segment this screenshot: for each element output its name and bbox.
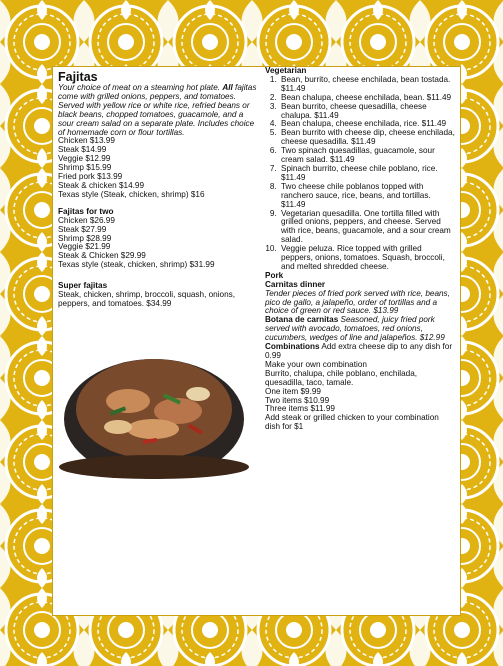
fajitas-for-two-heading: Fajitas for two	[58, 206, 114, 216]
list-item: Texas style (steak, chicken, shrimp) $31.99	[58, 260, 215, 270]
combination-line: Three items $11.99	[265, 404, 335, 414]
list-item: 1. Bean, burrito, cheese enchilada, bean tostada. $11.49	[279, 76, 455, 94]
right-column	[265, 67, 455, 432]
vegetarian-heading: Vegetarian	[265, 66, 307, 75]
list-item: Texas style (Steak, chicken, shrimp) $16	[58, 189, 205, 199]
list-item: Steak & chicken $14.99	[58, 180, 145, 190]
list-item: 9. Vegetarian quesadilla. One tortilla filled with grilled onions, peppers, and cheese. Served with rice, beans, guacamole, and a sour cream salad.	[279, 210, 455, 246]
combination-line: One item $9.99	[265, 386, 321, 396]
list-item: Shrimp $28.99	[58, 233, 112, 243]
carnitas-text: Tender pieces of fried pork served with rice, beans, pico de gallo, a jalapeño, order of tortillas and a choice of green or red sauce. $13.99	[265, 288, 450, 316]
combination-line: Make your own combination	[265, 359, 367, 369]
fajitas-title: Fajitas	[58, 70, 98, 84]
list-item: Veggie $12.99	[58, 154, 111, 164]
vegetarian-list	[265, 76, 455, 272]
menu-panel	[53, 67, 460, 615]
botana-entry	[265, 316, 455, 343]
list-item: Veggie $21.99	[58, 242, 111, 252]
fajitas-intro: Your choice of meat on a steaming hot plate. All fajitas come with grilled onions, peppers, and tomatoes. Served with yellow rice or white rice, refried beans or black beans, chopped tomatoes, guacamole, and a sour cream salad on a separate plate. Includes choice of homemade corn or flour tortillas.	[58, 83, 257, 137]
combination-line: Burrito, chalupa, chile poblano, enchilada, quesadilla, taco, tamale.	[265, 368, 418, 387]
left-column	[58, 67, 258, 309]
botana-heading: Botana de carnitas	[265, 315, 339, 325]
combination-line: Two items $10.99	[265, 395, 330, 405]
list-item: 6. Two spinach quesadillas, guacamole, sour cream salad. $11.49	[279, 147, 455, 165]
list-item: 7. Spinach burrito, cheese chile poblano, rice. $11.49	[279, 165, 455, 183]
list-item: Steak & Chicken $29.99	[58, 251, 146, 261]
list-item: Chicken $26.99	[58, 215, 115, 225]
fajitas-item-list	[58, 137, 258, 199]
combinations-entry	[265, 343, 455, 361]
list-item: Shrimp $15.99	[58, 163, 112, 173]
super-fajitas-heading: Super fajitas	[58, 281, 108, 291]
list-item: 10. Veggie peluza. Rice topped with grilled peppers, onions, tomatoes. Squash, broccoli, and melted shredded cheese.	[279, 245, 455, 272]
fajitas-photo-image	[58, 339, 251, 486]
list-item: 5. Bean burrito with cheese dip, cheese enchilada, cheese quesadilla. $11.49	[279, 129, 455, 147]
list-item: 2. Bean chalupa, cheese enchilada, bean. $11.49	[279, 94, 455, 103]
combinations-text: Add extra cheese dip to any dish for 0.99	[265, 342, 453, 360]
list-item: 4. Bean chalupa, cheese enchilada, rice. $11.49	[279, 120, 455, 129]
fajitas-photo	[58, 339, 251, 486]
carnitas-heading: Carnitas dinner	[265, 279, 326, 289]
combination-line: Add steak or grilled chicken to your combination dish for $1	[265, 413, 439, 432]
combinations-heading: Combinations	[265, 342, 320, 352]
botana-text: Seasoned, juicy fried pork served with avocado, tomatoes, red onions, cucumbers, wedges of line and jalapeños. $12.99	[265, 315, 445, 343]
fajitas-for-two-list	[58, 217, 258, 270]
list-item: Steak $14.99	[58, 145, 107, 155]
list-item: Chicken $13.99	[58, 136, 115, 146]
list-item: 8. Two cheese chile poblanos topped with ranchero sauce, rice, beans, and tortillas. $11.49	[279, 183, 455, 210]
list-item: 3. Bean burrito, cheese quesadilla, cheese chalupa. $11.49	[279, 103, 455, 121]
pork-heading: Pork	[265, 270, 284, 280]
list-item: Steak $27.99	[58, 224, 107, 234]
super-fajitas-text: Steak, chicken, shrimp, broccoli, squash, onions, peppers, and tomatoes. $34.99	[58, 290, 236, 308]
list-item: Fried pork $13.99	[58, 172, 123, 182]
